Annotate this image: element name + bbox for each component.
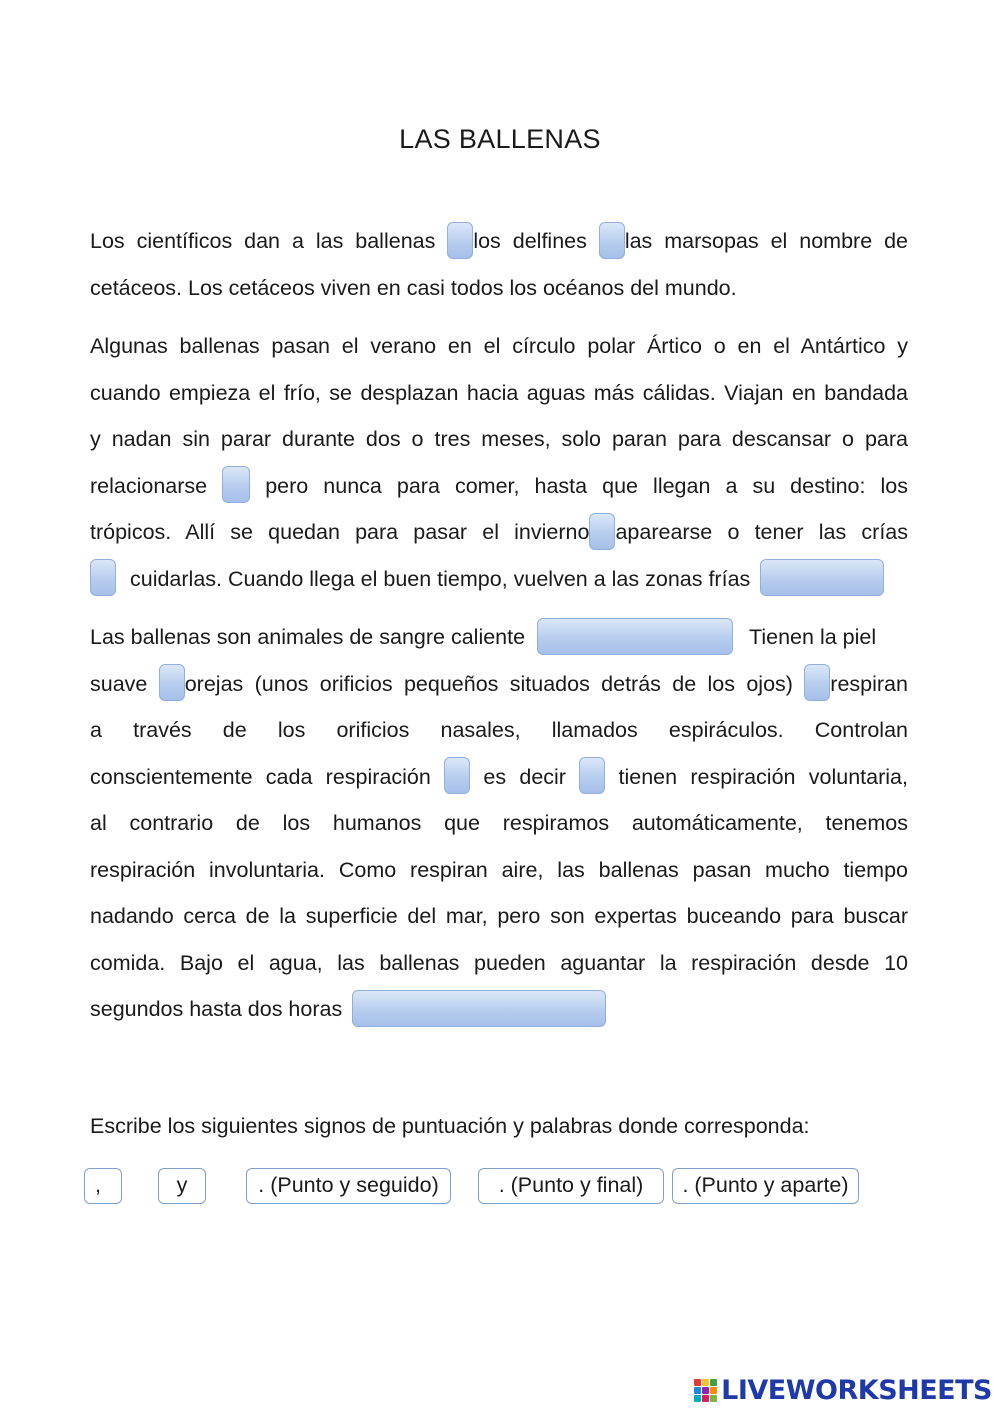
logo-square [710, 1395, 717, 1402]
answer-gap[interactable] [599, 222, 625, 259]
logo-icon [694, 1379, 717, 1402]
answer-gap[interactable] [352, 990, 606, 1027]
instruction-text: Escribe los siguientes signos de puntuación y palabras donde corresponda: [90, 1114, 810, 1138]
answer-gap[interactable] [589, 513, 615, 550]
text-line: conscientemente cada respiración es decir tienen respiración voluntaria, [90, 754, 908, 801]
logo-square [702, 1379, 709, 1386]
text-line: cetáceos. Los cetáceos viven en casi todos los océanos del mundo. [90, 275, 737, 300]
paragraph-3 [90, 614, 908, 1033]
answer-gap[interactable] [804, 664, 830, 701]
text-line: y nadan sin parar durante dos o tres meses, solo paran para descansar o para [90, 427, 908, 451]
chip-punto-aparte[interactable]: . (Punto y aparte) [672, 1168, 859, 1204]
text-line: trópicos. Allí se quedan para pasar el invierno aparearse o tener las crías [90, 509, 908, 556]
logo-square [702, 1387, 709, 1394]
paragraph-1 [90, 218, 908, 311]
answer-gap[interactable] [159, 664, 185, 701]
logo-square [694, 1379, 701, 1386]
logo-square [694, 1395, 701, 1402]
chip-y[interactable]: y [158, 1168, 206, 1204]
text-line: segundos hasta dos horas [90, 986, 908, 1033]
paragraph-2 [90, 323, 908, 602]
logo-square [702, 1395, 709, 1402]
answer-gap[interactable] [760, 559, 884, 596]
answer-gap[interactable] [90, 559, 116, 596]
answer-gap[interactable] [537, 618, 733, 655]
answer-gap[interactable] [447, 222, 473, 259]
text-line: Algunas ballenas pasan el verano en el círculo polar Ártico o en el Antártico y [90, 334, 908, 358]
logo-square [710, 1379, 717, 1386]
liveworksheets-logo [694, 1375, 992, 1406]
text-line: respiración involuntaria. Como respiran aire, las ballenas pasan mucho tiempo [90, 857, 908, 882]
chip-punto-seguido[interactable]: . (Punto y seguido) [246, 1168, 451, 1204]
logo-square [694, 1387, 701, 1394]
text-line: relacionarse pero nunca para comer, hasta que llegan a su destino: los [90, 463, 908, 510]
text-line: al contrario de los humanos que respiramos automáticamente, tenemos [90, 811, 908, 835]
chip-punto-final[interactable]: . (Punto y final) [478, 1168, 664, 1204]
brand-name: LIVEWORKSHEETS [721, 1375, 992, 1406]
page-title: LAS BALLENAS [399, 124, 601, 154]
text-line: comida. Bajo el agua, las ballenas pueden aguantar la respiración desde 10 [90, 950, 908, 975]
answer-gap[interactable] [222, 466, 250, 503]
text-line: cuidarlas. Cuando llega el buen tiempo, vuelven a las zonas frías [90, 556, 908, 603]
text-line: a través de los orificios nasales, llamados espiráculos. Controlan [90, 718, 908, 742]
logo-square [710, 1387, 717, 1394]
text-line: cuando empieza el frío, se desplazan hacia aguas más cálidas. Viajan en bandada [90, 380, 908, 405]
answer-gap[interactable] [579, 757, 605, 794]
text-line: nadando cerca de la superficie del mar, pero son expertas buceando para buscar [90, 904, 908, 928]
text-line: Las ballenas son animales de sangre caliente Tienen la piel [90, 614, 908, 661]
text-line: suave orejas (unos orificios pequeños situados detrás de los ojos) respiran [90, 661, 908, 708]
chip-comma[interactable]: , [84, 1168, 122, 1204]
text-line: Los científicos dan a las ballenas los delfines las marsopas el nombre de [90, 218, 908, 265]
answer-gap[interactable] [444, 757, 470, 794]
